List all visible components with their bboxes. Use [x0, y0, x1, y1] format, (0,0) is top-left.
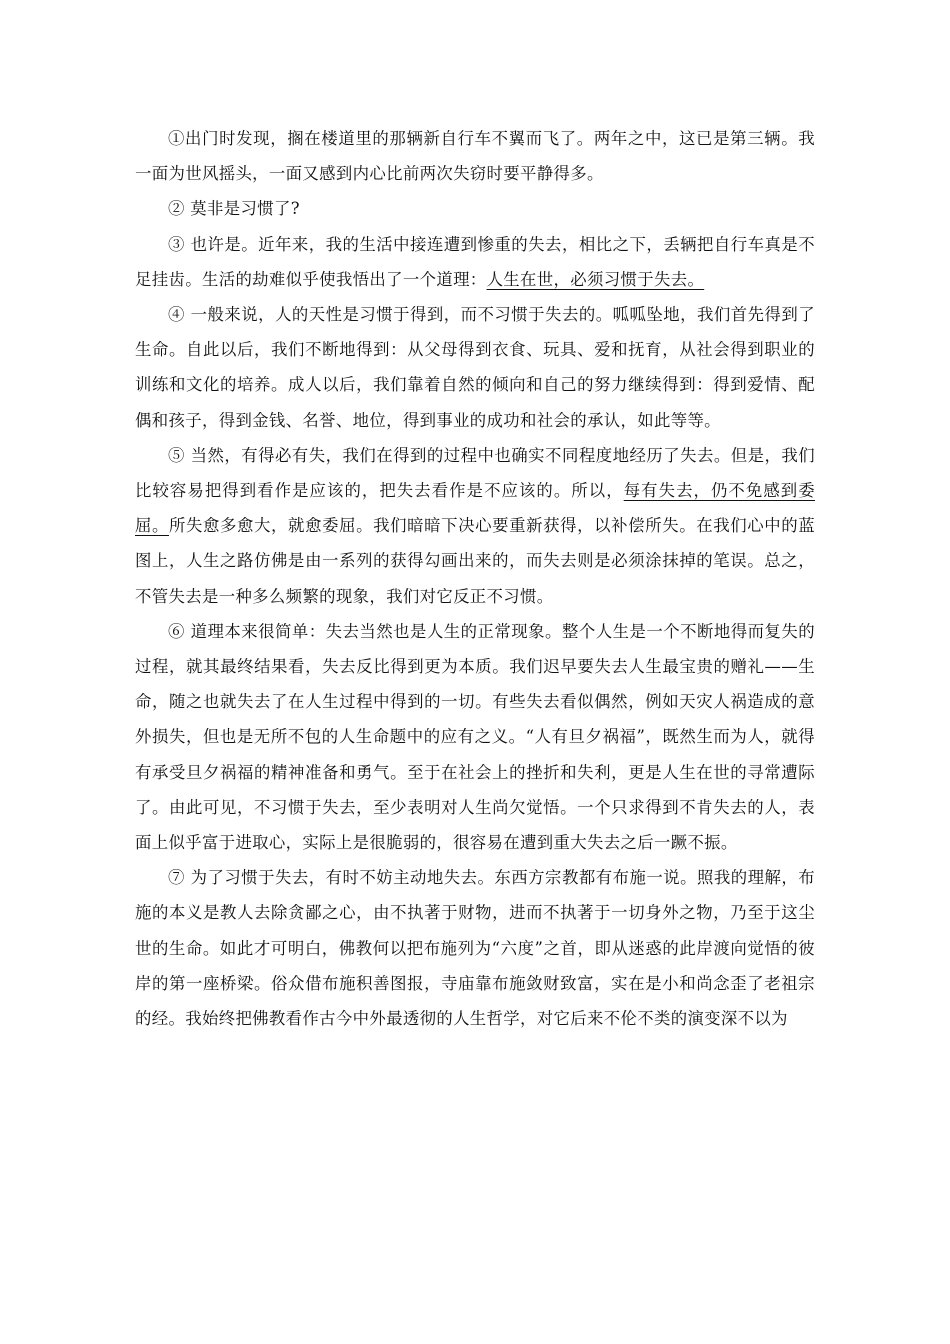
- paragraph-text: ⑦ 为了习惯于失去，有时不妨主动地失去。东西方宗教都有布施一说。照我的理解，布施的本义是教人去除贪鄙之心，由不执著于财物，进而不执著于一切身外之物，乃至于这尘世的生命。如此才可明白，佛教何以把布施列为“六度”之首，即从迷惑的此岸渡向觉悟的彼岸的第一座桥梁。俗众借布施积善图报，寺庙靠布施敛财致富，实在是小和尚念歪了老祖宗的经。我始终把佛教看作古今中外最透彻的人生哲学，对它后来不伦不类的演变深不以为: [135, 868, 815, 1029]
- paragraph-3: [135, 227, 815, 297]
- paragraph-text: ①出门时发现，搁在楼道里的那辆新自行车不翼而飞了。两年之中，这已是第三辆。我一面为世风摇头，一面又感到内心比前两次失窃时要平静得多。: [135, 129, 815, 184]
- underlined-sentence: 人生在世，必须习惯于失去。: [486, 269, 705, 289]
- paragraph-1: [135, 121, 815, 191]
- paragraph-text: 所失愈多愈大，就愈委屈。我们暗暗下决心要重新获得，以补偿所失。在我们心中的蓝图上，人生之路仿佛是由一系列的获得勾画出来的，而失去则是必须涂抹掉的笔误。总之，不管失去是一种多么频繁的现象，我们对它反正不习惯。: [135, 516, 815, 606]
- paragraph-6: [135, 614, 815, 860]
- paragraph-text: ③ 也许是。近年来，我的生活中接连遭到惨重的失去，相比之下，丢辆把自行车真是不足挂齿。生活的劫难似乎使我悟出了一个道理：: [135, 234, 815, 289]
- paragraph-7: [135, 860, 815, 1036]
- paragraph-text: ④ 一般来说，人的天性是习惯于得到，而不习惯于失去的。呱呱坠地，我们首先得到了生命。自此以后，我们不断地得到：从父母得到衣食、玩具、爱和抚育，从社会得到职业的训练和文化的培养。成人以后，我们靠着自然的倾向和自己的努力继续得到：得到爱情、配偶和孩子，得到金钱、名誉、地位，得到事业的成功和社会的承认，如此等等。: [135, 305, 815, 430]
- paragraph-2: [135, 191, 815, 226]
- paragraph-text: ⑥ 道理本来很简单：失去当然也是人生的正常现象。整个人生是一个不断地得而复失的过程，就其最终结果看，失去反比得到更为本质。我们迟早要失去人生最宝贵的赠礼——生命，随之也就失去了在人生过程中得到的一切。有些失去看似偶然，例如天灾人祸造成的意外损失，但也是无所不包的人生命题中的应有之义。“人有旦夕祸福”，既然生而为人，就得有承受旦夕祸福的精神准备和勇气。至于在社会上的挫折和失利，更是人生在世的寻常遭际了。由此可见，不习惯于失去，至少表明对人生尚欠觉悟。一个只求得到不肯失去的人，表面上似乎富于进取心，实际上是很脆弱的，很容易在遭到重大失去之后一蹶不振。: [135, 621, 815, 853]
- underlined-sentence: 每有失去，仍不免感到委屈。: [135, 481, 815, 536]
- document-page: [135, 121, 815, 1036]
- paragraph-5: [135, 438, 815, 614]
- paragraph-text: ⑤ 当然，有得必有失，我们在得到的过程中也确实不同程度地经历了失去。但是，我们比较容易把得到看作是应该的，把失去看作是不应该的。所以，: [135, 445, 815, 501]
- paragraph-4: [135, 297, 815, 438]
- paragraph-text: ② 莫非是习惯了?: [168, 199, 300, 219]
